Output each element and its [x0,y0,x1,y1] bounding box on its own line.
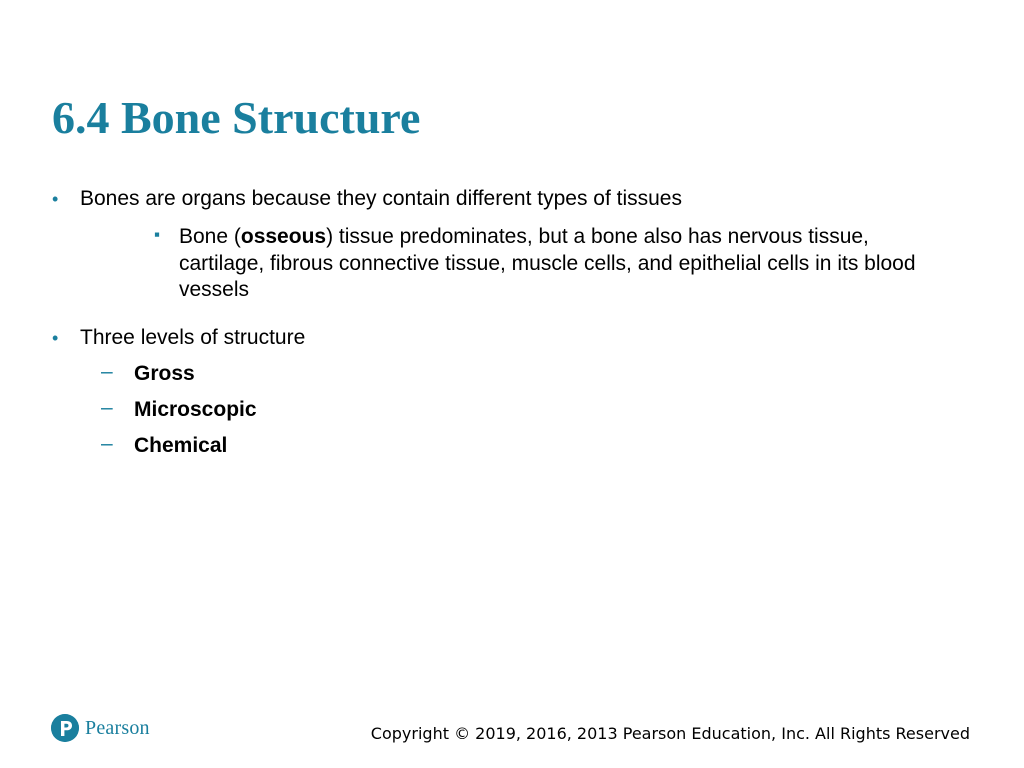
level-label: Chemical [134,434,228,457]
level-item-gross [101,360,195,388]
copyright-notice: Copyright © 2019, 2016, 2013 Pearson Education, Inc. All Rights Reserved [370,724,970,743]
bullet-item [52,186,682,213]
level-label: Gross [134,362,195,385]
bullet-text: Three levels of structure [80,326,306,349]
sub-bullet-item [154,224,939,304]
bullet-text: Bones are organs because they contain different types of tissues [80,187,682,210]
bullet-dot-icon: • [52,328,59,348]
dash-bullet-icon: – [101,432,113,455]
dash-bullet-icon: – [101,360,113,383]
pearson-logo [51,714,150,742]
dash-bullet-icon: – [101,396,113,419]
level-item-chemical [101,432,228,460]
sub-bullet-bold-term: osseous [240,225,327,248]
pearson-wordmark: Pearson [85,716,150,739]
pearson-p-icon [51,714,79,742]
sub-bullet-text-post: ) tissue predominates, but a bone also has nervous tissue, cartilage, fibrous connective tissue, muscle cells, and epithelial cells in its blood vessels [179,225,916,301]
bullet-item [52,325,306,352]
level-item-microscopic [101,396,257,424]
square-bullet-icon: ▪ [154,225,161,244]
sub-bullet-text-pre: Bone ( [179,225,241,248]
level-label: Microscopic [134,398,257,421]
bullet-dot-icon: • [52,189,59,209]
slide-title: 6.4 Bone Structure [52,92,421,143]
